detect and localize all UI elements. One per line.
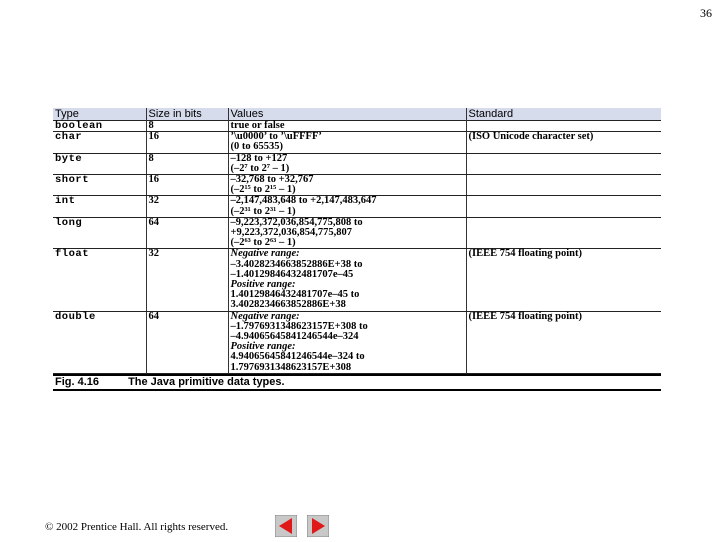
- value-line: –128 to +127: [230, 152, 288, 164]
- value-line: 1.40129846432481707e–45 to: [230, 289, 360, 301]
- next-slide-button[interactable]: [307, 515, 329, 537]
- standard-cell: (IEEE 754 floating point): [466, 249, 661, 311]
- table-row: [53, 311, 661, 373]
- type-cell: char: [53, 132, 146, 153]
- header-standard: Standard: [466, 108, 661, 121]
- size-cell: 32: [146, 249, 228, 311]
- copyright-icon: ©: [45, 521, 54, 533]
- value-line: Positive range:: [230, 279, 296, 291]
- primitive-types-table: [53, 108, 661, 391]
- value-line: Negative range:: [230, 248, 300, 260]
- size-cell: 8: [146, 153, 228, 174]
- values-cell: [228, 249, 466, 311]
- value-line: –1.7976931348623157E+308 to: [230, 320, 368, 332]
- table-row: [53, 132, 661, 153]
- standard-cell: (ISO Unicode character set): [466, 132, 661, 153]
- caption-figure-number: Fig. 4.16: [55, 375, 100, 388]
- value-line: (–2³¹ to 2³¹ – 1): [230, 205, 296, 217]
- type-cell: short: [53, 175, 146, 196]
- value-line: (–2¹⁵ to 2¹⁵ – 1): [230, 184, 296, 196]
- value-line: (0 to 65535): [230, 141, 283, 153]
- value-line: Negative range:: [230, 310, 300, 322]
- size-cell: 32: [146, 196, 228, 217]
- figure-caption: [53, 374, 661, 391]
- table-row: [53, 196, 661, 217]
- values-cell: [228, 217, 466, 249]
- value-line: 3.4028234663852886E+38: [230, 299, 346, 311]
- table-row: [53, 121, 661, 132]
- type-cell: double: [53, 311, 146, 373]
- values-cell: [228, 311, 466, 373]
- previous-slide-button[interactable]: [275, 515, 297, 537]
- size-cell: 8: [146, 121, 228, 132]
- right-arrow-icon: [307, 515, 329, 537]
- copyright-text: 2002 Prentice Hall. All rights reserved.: [53, 521, 229, 533]
- standard-cell: [466, 153, 661, 174]
- values-cell: [228, 132, 466, 153]
- type-cell: long: [53, 217, 146, 249]
- size-cell: 64: [146, 311, 228, 373]
- value-line: Positive range:: [230, 341, 296, 353]
- value-line: 1.7976931348623157E+308: [230, 361, 352, 373]
- values-cell: [228, 175, 466, 196]
- value-line: ’\u0000’ to ’\uFFFF’: [230, 131, 322, 143]
- value-line: –9,223,372,036,854,775,808 to: [230, 216, 363, 228]
- caption-text: The Java primitive data types.: [128, 375, 285, 388]
- type-cell: int: [53, 196, 146, 217]
- value-line: –1.40129846432481707e–45: [230, 268, 354, 280]
- table-row: [53, 153, 661, 174]
- table-row: [53, 217, 661, 249]
- standard-cell: [466, 121, 661, 132]
- standard-cell: [466, 217, 661, 249]
- types-table: [53, 108, 661, 374]
- value-line: true or false: [230, 120, 285, 131]
- standard-cell: (IEEE 754 floating point): [466, 311, 661, 373]
- type-cell: boolean: [53, 121, 146, 132]
- table-row: [53, 175, 661, 196]
- value-line: 4.94065645841246544e–324 to: [230, 351, 365, 363]
- value-line: –2,147,483,648 to +2,147,483,647: [230, 195, 377, 207]
- copyright-footer: [45, 521, 228, 533]
- value-line: –4.94065645841246544e–324: [230, 331, 359, 343]
- type-cell: float: [53, 249, 146, 311]
- values-cell: [228, 121, 466, 132]
- header-type: Type: [53, 108, 146, 121]
- header-values: Values: [228, 108, 466, 121]
- size-cell: 16: [146, 175, 228, 196]
- size-cell: 64: [146, 217, 228, 249]
- left-arrow-icon: [275, 515, 297, 537]
- header-size: Size in bits: [146, 108, 228, 121]
- table-header-row: [53, 108, 661, 121]
- values-cell: [228, 153, 466, 174]
- value-line: +9,223,372,036,854,775,807: [230, 227, 352, 239]
- value-line: –32,768 to +32,767: [230, 174, 314, 186]
- standard-cell: [466, 196, 661, 217]
- value-line: (–2⁶³ to 2⁶³ – 1): [230, 237, 296, 249]
- type-cell: byte: [53, 153, 146, 174]
- value-line: (–2⁷ to 2⁷ – 1): [230, 162, 290, 174]
- value-line: –3.4028234663852886E+38 to: [230, 258, 363, 270]
- size-cell: 16: [146, 132, 228, 153]
- slide-number: 36: [700, 6, 712, 20]
- standard-cell: [466, 175, 661, 196]
- table-row: [53, 249, 661, 311]
- values-cell: [228, 196, 466, 217]
